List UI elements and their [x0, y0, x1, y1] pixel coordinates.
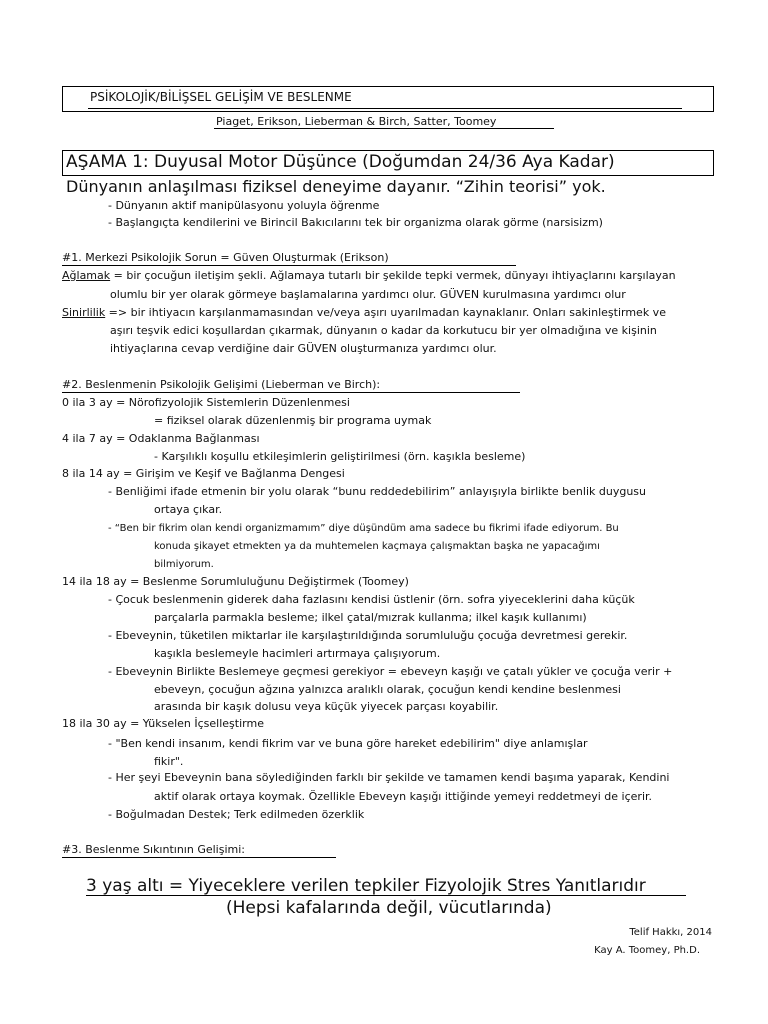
- authors-line: Piaget, Erikson, Lieberman & Birch, Satter, Toomey: [216, 115, 497, 128]
- detail-line: - Her şeyi Ebeveynin bana söylediğinden farklı bir şekilde ve tamamen kendi başıma yaparak, Kendini: [108, 771, 670, 784]
- crying-line-2: olumlu bir yer olarak görmeye başlamalarına yardımcı olur. GÜVEN kurulmasına yardımcı olur: [110, 288, 626, 301]
- section3-heading: #3. Beslenme Sıkıntının Gelişimi:: [62, 843, 245, 856]
- detail-line: = fiziksel olarak düzenlenmiş bir programa uymak: [154, 414, 432, 427]
- irritability-term: Sinirlilik: [62, 306, 106, 319]
- key-statement-underline: [86, 895, 686, 896]
- detail-line: - Çocuk beslenmenin giderek daha fazlasını kendisi üstlenir (örn. sofra yiyeceklerini daha küçük: [108, 593, 635, 606]
- irritability-line-2: aşırı teşvik edici koşullardan çıkarmak, dünyanın o kadar da korkutucu bir yer olmadığına ve kişinin: [110, 324, 657, 337]
- age-range-line: 18 ila 30 ay = Yükselen İçselleştirme: [62, 717, 264, 730]
- section2-heading: #2. Beslenmenin Psikolojik Gelişimi (Lieberman ve Birch):: [62, 378, 381, 391]
- authors-underline: [214, 128, 554, 129]
- detail-line: - “Ben bir fikrim olan kendi organizmamım” diye düşündüm ama sadece bu fikrimi ifade ediyorum. Bu: [108, 523, 619, 534]
- detail-line: - Ebeveynin, tüketilen miktarlar ile karşılaştırıldığında sorumluluğu çocuğa devretmesi gerekir.: [108, 629, 628, 642]
- detail-line: bilmiyorum.: [154, 559, 214, 570]
- detail-line: - Benliğimi ifade etmenin bir yolu olarak “bunu reddedebilirim” anlayışıyla birlikte benlik duygusu: [108, 485, 646, 498]
- detail-line: - Boğulmadan Destek; Terk edilmeden özerklik: [108, 808, 365, 821]
- section3-underline: [62, 857, 336, 858]
- crying-line-1: [62, 269, 676, 283]
- detail-line: arasında bir kaşık dolusu veya küçük yiyecek parçası koyabilir.: [154, 700, 499, 713]
- age-range-line: 14 ila 18 ay = Beslenme Sorumluluğunu Değiştirmek (Toomey): [62, 575, 409, 588]
- detail-line: aktif olarak ortaya koymak. Özellikle Ebeveyn kaşığı ittiğinde yemeyi reddetmeyi de içerir.: [154, 790, 653, 803]
- age-range-line: 0 ila 3 ay = Nörofizyolojik Sistemlerin Düzenlenmesi: [62, 396, 350, 409]
- title-underline: [88, 108, 682, 109]
- irritability-line-3: ihtiyaçlarına cevap verdiğine dair GÜVEN oluşturmanıza yardımcı olur.: [110, 342, 497, 355]
- copyright: Telif Hakkı, 2014: [629, 927, 712, 938]
- detail-line: - "Ben kendi insanım, kendi fikrim var ve buna göre hareket edebilirim" diye anlamışlar: [108, 737, 588, 750]
- detail-line: fikir".: [154, 755, 184, 768]
- detail-line: - Ebeveynin Birlikte Beslemeye geçmesi gerekiyor = ebeveyn kaşığı ve çatalı yükler ve çocuğa verir +: [108, 665, 673, 678]
- stage-subtitle: Dünyanın anlaşılması fiziksel deneyime dayanır. “Zihin teorisi” yok.: [66, 177, 606, 196]
- key-statement: 3 yaş altı = Yiyeceklere verilen tepkiler Fizyolojik Stres Yanıtlarıdır: [86, 876, 646, 896]
- document-title: PSİKOLOJİK/BİLİŞSEL GELİŞİM VE BESLENME: [90, 90, 352, 104]
- detail-line: ebeveyn, çocuğun ağzına yalnızca aralıklı olarak, çocuğun kendi kendine beslenmesi: [154, 683, 621, 696]
- key-note: (Hepsi kafalarında değil, vücutlarında): [226, 898, 552, 918]
- crying-text: = bir çocuğun iletişim şekli. Ağlamaya tutarlı bir şekilde tepki vermek, dünyayı ihtiyaçlarını karşılayan: [110, 269, 676, 282]
- irritability-line-1: [62, 306, 666, 320]
- section2-underline: [62, 392, 520, 393]
- author-credit: Kay A. Toomey, Ph.D.: [594, 945, 700, 956]
- detail-line: - Karşılıklı koşullu etkileşimlerin geliştirilmesi (örn. kaşıkla besleme): [154, 450, 526, 463]
- irritability-text: => bir ihtiyacın karşılanmamasından ve/veya aşırı uyarılmadan kaynaklanır. Onları sakinleştirmek ve: [105, 306, 666, 319]
- stage-title: AŞAMA 1: Duyusal Motor Düşünce (Doğumdan 24/36 Aya Kadar): [66, 152, 615, 172]
- age-range-line: 4 ila 7 ay = Odaklanma Bağlanması: [62, 432, 260, 445]
- stage-bullet: - Dünyanın aktif manipülasyonu yoluyla öğrenme: [108, 199, 380, 212]
- detail-line: konuda şikayet etmekten ya da muhtemelen kaçmaya çalışmaktan başka ne yapacağımı: [154, 541, 600, 552]
- detail-line: ortaya çıkar.: [154, 503, 223, 516]
- detail-line: parçalarla parmakla besleme; ilkel çatal/mızrak kullanma; ilkel kaşık kullanımı): [154, 611, 587, 624]
- stage-bullet: - Başlangıçta kendilerini ve Birincil Bakıcılarını tek bir organizma olarak görme (narsisizm): [108, 216, 603, 229]
- detail-line: kaşıkla beslemeyle hacimleri artırmaya çalışıyorum.: [154, 647, 441, 660]
- section1-heading: #1. Merkezi Psikolojik Sorun = Güven Oluşturmak (Erikson): [62, 251, 389, 264]
- crying-term: Ağlamak: [62, 269, 111, 282]
- section1-underline: [62, 265, 516, 266]
- age-range-line: 8 ila 14 ay = Girişim ve Keşif ve Bağlanma Dengesi: [62, 467, 345, 480]
